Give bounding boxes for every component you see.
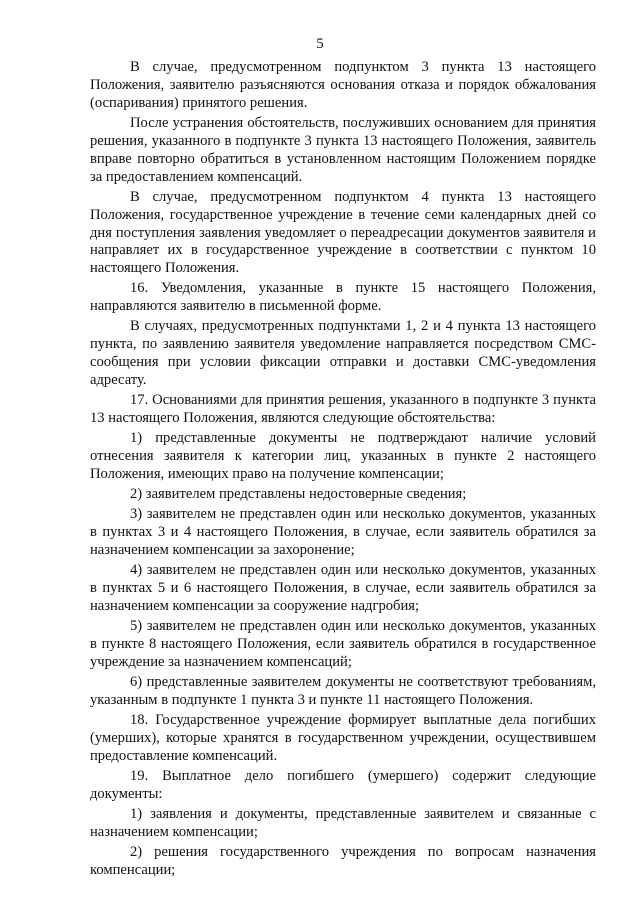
paragraph: 2) решения государственного учреждения по вопросам назначения компенсации;: [90, 843, 596, 878]
paragraph: 17. Основаниями для принятия решения, указанного в подпункте 3 пункта 13 настоящего Положения, являются следующие обстоятельства:: [90, 392, 596, 427]
paragraph: 18. Государственное учреждение формирует выплатные дела погибших (умерших), которые хранятся в государственном учреждении, осуществившем предоставление компенсаций.: [90, 711, 596, 764]
paragraph: 1) представленные документы не подтверждают наличие условий отнесения заявителя к категории лиц, указанных в пункте 2 настоящего Положения, имеющих право на получение компенсации;: [90, 430, 596, 483]
page-number: 5: [316, 36, 324, 52]
document-body: [90, 59, 596, 882]
paragraph: В случае, предусмотренном подпунктом 4 пункта 13 настоящего Положения, государственное учреждение в течение семи календарных дней со дня поступления заявления уведомляет о переадресации документов заявителя и направляет их в государственное учреждение в соответствии с пунктом 10 настоящего Положения.: [90, 188, 596, 277]
paragraph: 5) заявителем не представлен один или несколько документов, указанных в пункте 8 настоящего Положения, если заявитель обратился в государственное учреждение за назначением компенсаций;: [90, 618, 596, 670]
paragraph: В случае, предусмотренном подпунктом 3 пункта 13 настоящего Положения, заявителю разъясняются основания отказа и порядок обжалования (оспаривания) принятого решения.: [90, 59, 596, 111]
paragraph: После устранения обстоятельств, послуживших основанием для принятия решения, указанного в подпункте 3 пункта 13 настоящего Положения, заявитель вправе повторно обратиться в установленном настоящим Положением порядке за предоставлением компенсаций.: [90, 114, 596, 185]
paragraph: В случаях, предусмотренных подпунктами 1, 2 и 4 пункта 13 настоящего пункта, по заявлению заявителя уведомление направляется посредством СМС-сообщения при условии фиксации отправки и доставки СМС-уведомления адресату.: [90, 318, 596, 389]
paragraph: 2) заявителем представлены недостоверные сведения;: [130, 486, 467, 503]
paragraph: 3) заявителем не представлен один или несколько документов, указанных в пунктах 3 и 4 настоящего Положения, в случае, если заявитель обратился за назначением компенсации за захоронение;: [90, 506, 596, 559]
paragraph: 4) заявителем не представлен один или несколько документов, указанных в пунктах 5 и 6 настоящего Положения, в случае, если заявитель обратился за назначением компенсации за сооружение надгробия;: [90, 562, 596, 614]
paragraph: 19. Выплатное дело погибшего (умершего) содержит следующие документы:: [90, 767, 596, 802]
paragraph: 16. Уведомления, указанные в пункте 15 настоящего Положения, направляются заявителю в письменной форме.: [90, 280, 596, 315]
paragraph: 6) представленные заявителем документы не соответствуют требованиям, указанным в подпункте 1 пункта 3 и пункте 11 настоящего Положения.: [90, 673, 596, 708]
paragraph: 1) заявления и документы, представленные заявителем и связанные с назначением компенсации;: [90, 805, 596, 840]
